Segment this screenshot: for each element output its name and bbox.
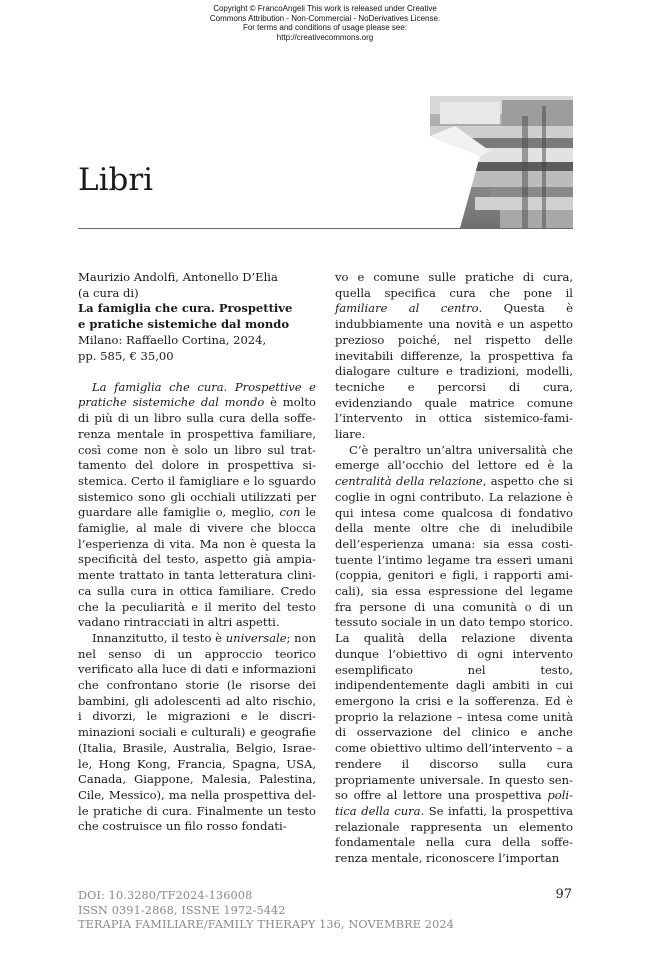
reference-title-line-1: La famiglia che cura. Prospettive — [78, 301, 293, 316]
title-divider — [78, 228, 573, 229]
body-paragraph-2-continued: vo e comune sulle pratiche di cura, quella specifica cura che pone il familiare al centro. Questa è indubbiamente una novità e un aspetto prezioso poiché, nel rispetto delle inevitabili differenze, la prospettiva fa dialogare culture e tradizioni, modelli, tecniche e percorsi di cura, evidenziando quale matrice comune l’intervento in ottica sistemico-familiare. — [335, 270, 573, 442]
footer-issn: ISSN 0391-2868, ISSNE 1972-5442 — [78, 903, 286, 917]
page-footer — [78, 889, 454, 933]
copyright-line-4: http://creativecommons.org — [276, 32, 374, 42]
body-paragraph-3: C’è peraltro un’altra universalità che emerge all’occhio del lettore ed è la centralità della relazione, aspetto che si coglie in ogni contributo. La relazione è qui intesa come qualcosa di fondativo della mente oltre che di ineludibile dell’esperienza umana: sia essa costituente l’intimo legame tra esseri umani (coppia, genitori e figli, i rapporti amicali), sia essa espressione del legame fra persone di una comunità o di un tessuto sociale in un dato tempo storico. La qualità della relazione diventa dunque l’obiettivo di ogni intervento esemplificato nel testo, indipendentemente dagli ambiti in cui emergono la crisi e la sofferenza. Ed è proprio la relazione – intesa come unità di osservazione del clinico e anche come obiettivo ultimo dell’intervento – a rendere il discorso sulla cura propriamente universale. In questo senso offre al lettore una prospettiva politica della cura. Se infatti, la prospettiva relazionale rappresenta un elemento fondamentale nella cura della sofferenza mentale, riconoscere l’importan — [335, 442, 574, 866]
copyright-line-3: For terms and conditions of usage please see: — [242, 23, 408, 32]
reference-title-line-2: e pratiche sistemiche dal mondo — [78, 317, 290, 332]
books-photo — [430, 96, 573, 228]
copyright-line-2: Commons Attribution - Non-Commercial - NoDerivatives License. — [209, 13, 441, 23]
body-paragraph-1: La famiglia che cura. Prospettive e pratiche sistemiche dal mondo è molto di più di un libro sulla cura della sofferenza mentale in prospettiva familiare, così come non è solo un libro sul trattamento del dolore in prospettiva sistemica. Certo il famigliare e lo sguardo sistemico sono gli occhiali utilizzati per guardare alle famiglie o, meglio, con le famiglie, al male di vivere che blocca l’esperienza di vita. Ma non è questa la specificità del testo, aspetto già ampiamente trattato in tanta letteratura clinica sulla cura in ottica familiare. Credo che la peculiarità e il merito del testo vadano rintracciati in altri aspetti. — [78, 379, 316, 630]
body-paragraph-2: Innanzitutto, il testo è universale; non nel senso di un approccio teorico verificato alla luce di dati e informazioni che confrontano storie (le risorse dei bambini, gli adolescenti ad alto rischio, i divorzi, le migrazioni e le discriminazioni sociali e culturali) e geografie (Italia, Brasile, Australia, Belgio, Israele, Hong Kong, Francia, Spagna, USA, Canada, Giappone, Malesia, Palestina, Cile, Messico), ma nella prospettiva delle pratiche di cura. Finalmente un testo che costruisce un filo rosso fondati- — [78, 630, 317, 834]
reference-authors: Maurizio Andolfi, Antonello D’Elia — [78, 270, 278, 284]
reference-editor-note: (a cura di) — [78, 285, 139, 300]
book-title-italic: La famiglia che cura. Prospettive e pratiche sistemiche dal mondo — [78, 379, 316, 410]
page-number: 97 — [555, 887, 572, 902]
copyright-line-1: Copyright © FrancoAngeli This work is released under Creative — [213, 4, 437, 13]
left-column — [78, 270, 316, 835]
book-reference — [78, 270, 316, 364]
copyright-notice — [0, 4, 650, 42]
right-column — [335, 270, 573, 867]
footer-journal: TERAPIA FAMILIARE/FAMILY THERAPY 136, NOVEMBRE 2024 — [78, 918, 454, 931]
footer-doi: DOI: 10.3280/TF2024-136008 — [78, 889, 253, 902]
section-title: Libri — [78, 162, 154, 198]
books-photo-graphic — [430, 96, 573, 228]
reference-pages-price: pp. 585, € 35,00 — [78, 348, 174, 363]
reference-publisher: Milano: Raffaello Cortina, 2024, — [78, 332, 267, 347]
